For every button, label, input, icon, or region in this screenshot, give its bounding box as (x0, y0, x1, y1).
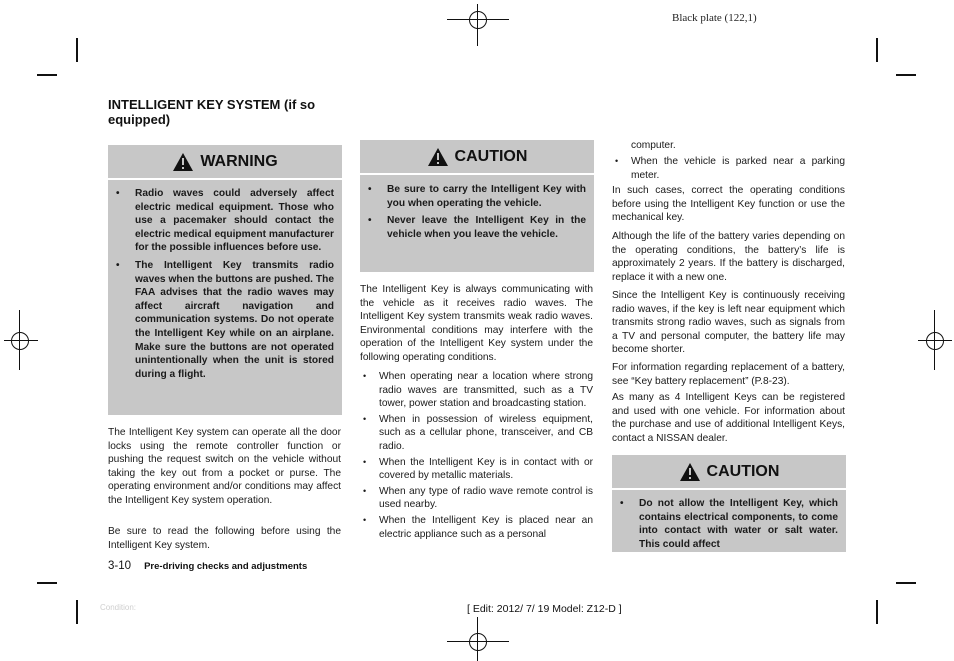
caution-box-1-header (360, 140, 594, 175)
crop-mark-tl-v (76, 38, 78, 62)
caution-box-1 (360, 140, 594, 272)
edit-info: [ Edit: 2012/ 7/ 19 Model: Z12-D ] (467, 603, 622, 615)
warning-item: • Radio waves could adversely affect electric medical equipment. Those who use a pacemaker should contact the electric medical equipment manufacturer for the possible influences before use. (108, 187, 342, 255)
warning-triangle-icon (427, 147, 449, 167)
warning-triangle-icon (172, 152, 194, 172)
col3-paragraph-4: For information regarding replacement of a battery, see “Key battery replacement” (P.8-23). (612, 362, 845, 387)
plate-label: Black plate (122,1) (672, 12, 757, 24)
caution-item: • Be sure to carry the Intelligent Key with you when operating the vehicle. (360, 183, 594, 210)
col3-paragraph-3: Since the Intelligent Key is continuously receiving radio waves, if the key is left near equipment which transmits strong radio waves, such as signals from a TV and personal computer, the battery life may become shorter. (612, 290, 845, 356)
list-item: • When the Intelligent Key is placed near an electric appliance such as a personal (360, 514, 593, 541)
section-name: Pre-driving checks and adjustments (144, 561, 308, 572)
registration-mark-right (918, 310, 952, 370)
warning-box-body (108, 187, 342, 415)
section-heading: INTELLIGENT KEY SYSTEM (if so equipped) (108, 97, 316, 127)
page-number: 3-10 (108, 560, 132, 572)
caution-item: • Do not allow the Intelligent Key, which contains electrical components, to come into contact with water or salt water. This could affect (612, 497, 846, 551)
list-item: • When the vehicle is parked near a parking meter. (612, 155, 845, 182)
caution-box-2-body (612, 497, 846, 552)
list-item: • When in possession of wireless equipment, such as a cellular phone, transceiver, and CB radio. (360, 413, 593, 454)
list-item: • When the Intelligent Key is in contact with or covered by metallic materials. (360, 456, 593, 483)
caution-box-2-header (612, 455, 846, 490)
col3-continuation: computer. (631, 140, 676, 151)
crop-mark-tr-h (896, 74, 916, 76)
col1-paragraph-1: The Intelligent Key system can operate all the door locks using the remote controller function or pushing the request switch on the vehicle without taking the key out from a pocket or purse. The operating environment and/or conditions may affect the Intelligent Key system operation. (108, 427, 341, 506)
condition-label: Condition: (100, 603, 137, 612)
page-footer (108, 560, 307, 572)
crop-mark-tr-v (876, 38, 878, 62)
registration-mark-bottom (447, 617, 509, 661)
col3-paragraph-1: In such cases, correct the operating conditions before using the Intelligent Key function or use the mechanical key. (612, 185, 845, 224)
col2-paragraph-1: The Intelligent Key is always communicating with the vehicle as it receives radio waves. The Intelligent Key system transmits weak radio waves. Environmental conditions may interfere with the operation of the Intelligent Key system under the following operating conditions. (360, 284, 593, 363)
col3-condition-list (612, 155, 845, 184)
list-item: • When operating near a location where strong radio waves are transmitted, such as a TV tower, power station and broadcasting station. (360, 370, 593, 411)
warning-box-header (108, 145, 342, 180)
crop-mark-tl-h (37, 74, 57, 76)
col3-paragraph-2: Although the life of the battery varies depending on the operating conditions, the battery’s life is approximately 2 years. If the battery is discharged, replace it with a new one. (612, 231, 845, 283)
caution-title: CAUTION (454, 147, 528, 165)
col1-paragraph-2: Be sure to read the following before using the Intelligent Key system. (108, 526, 341, 551)
caution-title: CAUTION (706, 462, 780, 480)
list-item: • When any type of radio wave remote control is used nearby. (360, 485, 593, 512)
warning-triangle-icon (679, 462, 701, 482)
caution-box-1-body (360, 183, 594, 272)
warning-title: WARNING (200, 152, 278, 170)
registration-mark-left (4, 310, 38, 370)
crop-mark-br-v (876, 600, 878, 624)
crop-mark-bl-h (37, 582, 57, 584)
crop-mark-br-h (896, 582, 916, 584)
col3-paragraph-5: As many as 4 Intelligent Keys can be registered and used with one vehicle. For information about the purchase and use of additional Intelligent Keys, contact a NISSAN dealer. (612, 392, 845, 444)
warning-box (108, 145, 342, 415)
warning-item: • The Intelligent Key transmits radio waves when the buttons are pushed. The FAA advises that the radio waves may affect aircraft navigation and communication systems. Do not operate the Intelligent Key while on an airplane. Make sure the buttons are not operated unintentionally when the unit is stored during a flight. (108, 259, 342, 381)
registration-mark-top (447, 4, 509, 46)
caution-box-2 (612, 455, 846, 552)
caution-item: • Never leave the Intelligent Key in the vehicle when you leave the vehicle. (360, 214, 594, 241)
crop-mark-bl-v (76, 600, 78, 624)
col2-condition-list (360, 370, 593, 543)
